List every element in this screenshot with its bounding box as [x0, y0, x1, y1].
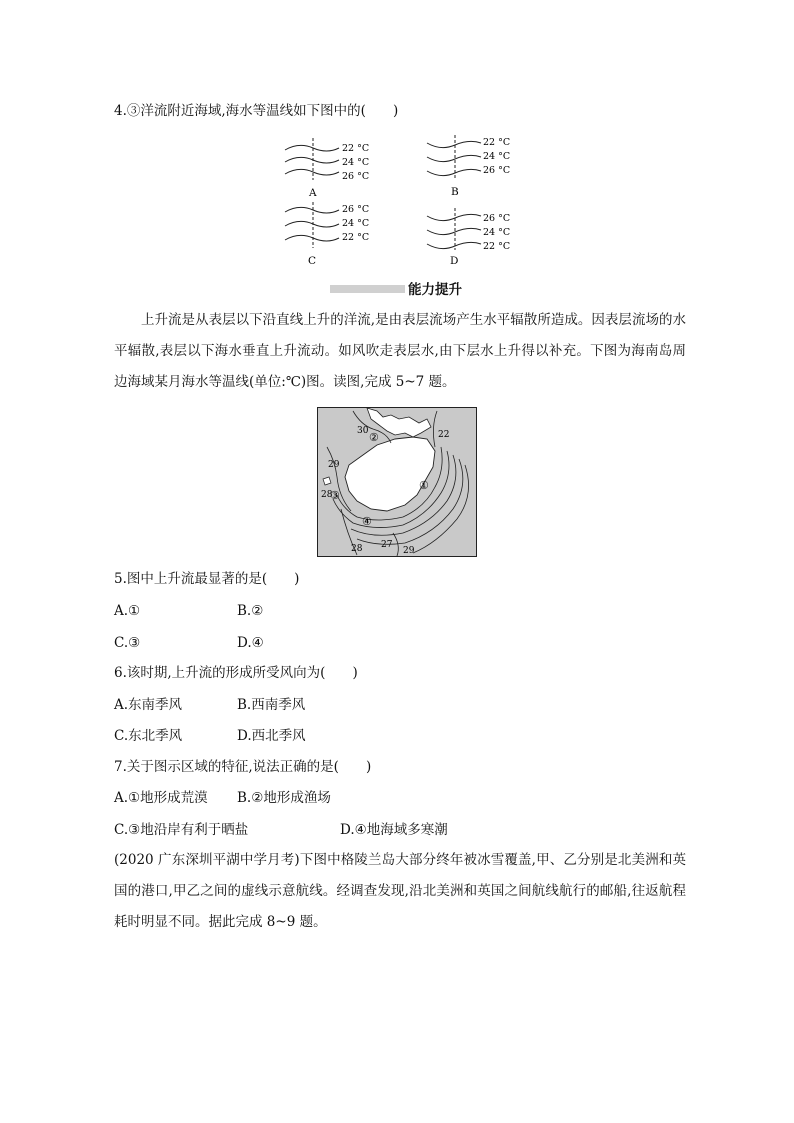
isotherm-label: 24 °C	[483, 151, 511, 162]
isotherm-label: 26 °C	[342, 171, 370, 182]
diagram-label: D	[450, 255, 459, 267]
map-marker: ④	[362, 515, 372, 528]
q5-option-c[interactable]: C.③	[114, 635, 141, 651]
map-marker: ②	[369, 431, 379, 444]
q7-option-a[interactable]: A.①地形成荒漠	[114, 790, 208, 806]
isotherm-label: 22 °C	[483, 137, 511, 148]
contour-label: 28	[351, 544, 363, 554]
isotherm-label: 26 °C	[483, 165, 511, 176]
diagram-label: A	[309, 187, 317, 199]
section-header	[330, 281, 470, 301]
q6-option-b[interactable]: B.西南季风	[237, 697, 306, 713]
isotherm-label: 26 °C	[483, 213, 511, 224]
isotherm-label: 24 °C	[483, 227, 511, 238]
contour-label: 29	[403, 546, 415, 556]
q5-option-b[interactable]: B.②	[237, 603, 264, 619]
q7-option-b[interactable]: B.②地形成渔场	[237, 790, 331, 806]
isotherm-label: 22 °C	[483, 241, 511, 252]
contour-label: 22	[438, 430, 450, 440]
isotherm-diagram-a	[283, 136, 393, 200]
contour-label: 30	[357, 426, 369, 436]
isotherm-diagram-b	[425, 133, 535, 197]
hainan-isotherm-map	[317, 407, 477, 557]
isotherm-label: 24 °C	[342, 157, 370, 168]
question-6-stem: 6.该时期,上升流的形成所受风向为( )	[114, 665, 358, 681]
section-title: 能力提升	[408, 282, 462, 298]
contour-label: 27	[381, 540, 393, 550]
q7-option-c[interactable]: C.③地沿岸有利于晒盐	[114, 822, 249, 838]
q5-option-a[interactable]: A.①	[114, 603, 141, 619]
diagram-label: C	[308, 255, 317, 267]
contour-label: 29	[328, 460, 340, 470]
q5-option-d[interactable]: D.④	[237, 635, 264, 651]
isotherm-diagram-d	[425, 206, 535, 270]
isotherm-label: 22 °C	[342, 232, 370, 243]
question-4-stem: 4.③洋流附近海域,海水等温线如下图中的( )	[114, 103, 399, 119]
greenland-paragraph: (2020 广东深圳平湖中学月考)下图中格陵兰岛大部分终年被冰雪覆盖,甲、乙分别是北美洲和英国的港口,甲乙之间的虚线示意航线。经调查发现,沿北美洲和英国之间航线航行的邮船,往返航程耗时明显不同。据此完成 8~9 题。	[114, 852, 686, 930]
map-marker: ③	[330, 489, 340, 502]
isotherm-diagram-c	[283, 200, 393, 268]
isotherm-label: 24 °C	[342, 218, 370, 229]
isotherm-label: 22 °C	[342, 143, 370, 154]
intro-paragraph: 上升流是从表层以下沿直线上升的洋流,是由表层流场产生水平辐散所造成。因表层流场的水平辐散,表层以下海水垂直上升流动。如风吹走表层水,由下层水上升得以补充。下图为海南岛周边海域某月海水等温线(单位:℃)图。读图,完成 5~7 题。	[114, 312, 686, 390]
contour-label: 28	[321, 490, 333, 500]
q6-option-c[interactable]: C.东北季风	[114, 728, 183, 744]
diagram-label: B	[451, 186, 459, 197]
question-7-stem: 7.关于图示区域的特征,说法正确的是( )	[114, 759, 372, 775]
question-5-stem: 5.图中上升流最显著的是( )	[114, 571, 300, 587]
section-header-bar	[330, 285, 405, 293]
q7-option-d[interactable]: D.④地海域多寒潮	[340, 822, 448, 838]
map-marker: ①	[419, 479, 429, 492]
isotherm-label: 26 °C	[342, 204, 370, 215]
q6-option-a[interactable]: A.东南季风	[114, 697, 183, 713]
q6-option-d[interactable]: D.西北季风	[237, 728, 306, 744]
